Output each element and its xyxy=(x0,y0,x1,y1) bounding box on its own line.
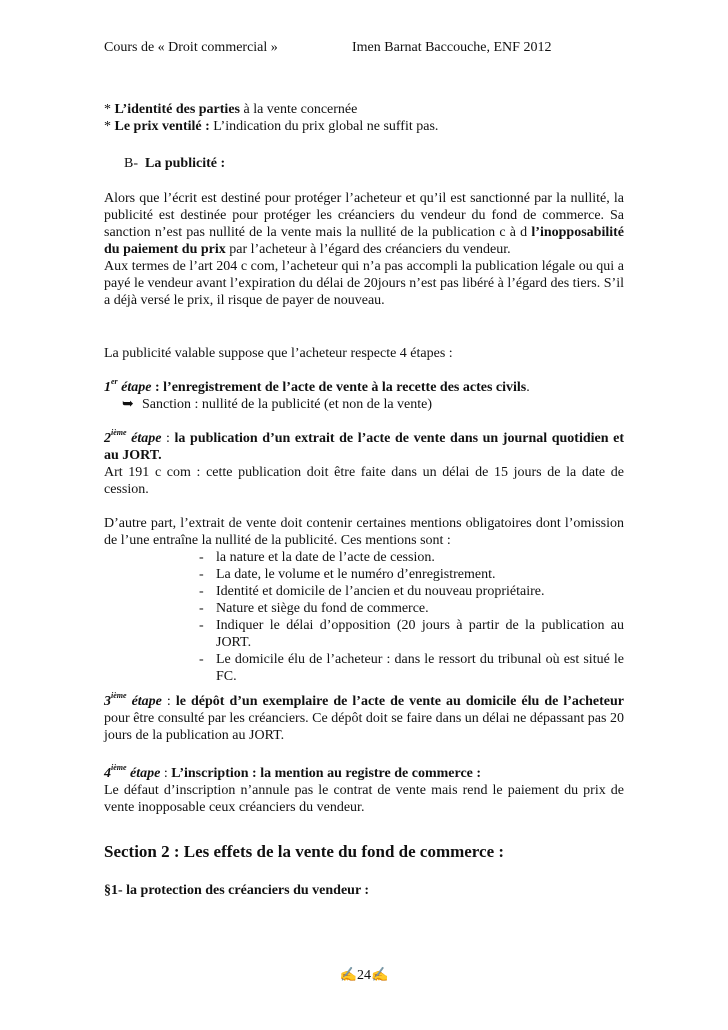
step-3-colon: : xyxy=(161,694,176,709)
list-item-text: Nature et siège du fond de commerce. xyxy=(216,601,429,616)
step-4-superscript: ième xyxy=(111,763,127,773)
step-2-article: Art 191 c com : cette publication doit être faite dans un délai de 15 jours de la date de cession. xyxy=(104,465,624,497)
list-item-text: Indiquer le délai d’opposition (20 jours à partir de la publication au JORT. xyxy=(216,618,624,650)
list-item-text: la nature et la date de l’acte de cession. xyxy=(216,550,435,565)
page-header xyxy=(104,40,624,56)
step-4 xyxy=(104,765,624,816)
intro-line-2 xyxy=(104,118,624,135)
step-2-title: la publication d’un extrait de l’acte de vente dans un journal quotidien et au JORT. xyxy=(104,431,624,463)
subheading-marker: B- xyxy=(124,156,138,171)
intro-bold-2: Le prix ventilé : xyxy=(114,119,210,134)
list-dash: - xyxy=(199,652,204,667)
list-item xyxy=(104,600,624,617)
list-item-text: Le domicile élu de l’acheteur : dans le ressort du tribunal où est situé le FC. xyxy=(216,652,624,684)
paragraph-mentions: D’autre part, l’extrait de vente doit contenir certaines mentions obligatoires dont l’omission de l’une entraîne la nullité de la publicité. Ces mentions sont : xyxy=(104,516,624,548)
para1-text-2: par l’acheteur à l’égard des créanciers du vendeur. xyxy=(225,242,511,257)
paragraph-etapes: La publicité valable suppose que l’acheteur respecte 4 étapes : xyxy=(104,346,453,361)
step-2-number: 2 xyxy=(104,431,111,446)
subheading-title: La publicité : xyxy=(145,156,226,171)
step-1-dot: . xyxy=(526,380,530,395)
step-1-heading xyxy=(104,379,624,396)
step-1-superscript: er xyxy=(111,377,118,387)
list-dash: - xyxy=(199,618,204,633)
step-4-label: étape xyxy=(126,766,161,781)
step-2 xyxy=(104,430,624,498)
para1-bold: l’inopposabilité du paiement du prix xyxy=(104,225,624,257)
intro-line-1 xyxy=(104,101,624,118)
page-footer xyxy=(0,967,728,984)
list-item xyxy=(104,566,624,583)
author-line: Imen Barnat Baccouche, ENF 2012 xyxy=(352,40,552,55)
page-number: 24 xyxy=(357,968,371,983)
list-item-text: La date, le volume et le numéro d’enregistrement. xyxy=(216,567,496,582)
list-item xyxy=(104,651,624,685)
step-3 xyxy=(104,693,624,744)
intro-text-2: L’indication du prix global ne suffit pas. xyxy=(209,119,439,134)
para1-text-1: Alors que l’écrit est destiné pour protéger l’acheteur et qu’il est sanctionné par la nullité, la publicité est destinée pour protéger les créanciers du vendeur du fond de commerce. Sa sanction n’est pas nullité de la vente mais la nullité de la publication c à d xyxy=(104,191,624,240)
intro-bold-1: L’identité des parties xyxy=(114,102,240,117)
step-1-label: étape xyxy=(117,380,152,395)
list-item xyxy=(104,549,624,566)
list-dash: - xyxy=(199,584,204,599)
step-1-title: : l’enregistrement de l’acte de vente à la recette des actes civils xyxy=(151,380,527,395)
step-3-superscript: ième xyxy=(111,691,127,701)
section-2-title: Section 2 : Les effets de la vente du fond de commerce : xyxy=(104,842,505,861)
step-3-title: le dépôt d’un exemplaire de l’acte de vente au domicile élu de l’acheteur xyxy=(175,694,624,709)
step-1 xyxy=(104,379,624,413)
subsection-1-text: §1- la protection des créanciers du vendeur : xyxy=(104,883,370,898)
list-dash: - xyxy=(199,567,204,582)
step-1-sanction xyxy=(104,396,624,413)
arrow-icon: ➥ xyxy=(122,397,134,412)
step-2-superscript: ième xyxy=(111,428,127,438)
subheading-b xyxy=(124,155,644,172)
list-dash: - xyxy=(199,550,204,565)
list-dash: - xyxy=(199,601,204,616)
mentions-list xyxy=(104,549,624,685)
list-item-text: Identité et domicile de l’ancien et du nouveau propriétaire. xyxy=(216,584,545,599)
step-4-number: 4 xyxy=(104,766,111,781)
step-1-sanction-text: Sanction : nullité de la publicité (et non de la vente) xyxy=(142,397,433,412)
bullet-star: * xyxy=(104,102,115,117)
list-item xyxy=(104,583,624,600)
step-4-text: Le défaut d’inscription n’annule pas le contrat de vente mais rend le paiement du prix de vente inopposable ceux créanciers du vendeur. xyxy=(104,783,624,815)
subsection-1-title xyxy=(104,882,624,899)
step-3-label: étape xyxy=(126,694,162,709)
step-4-title: L’inscription : la mention au registre de commerce : xyxy=(171,766,482,781)
step-3-text: pour être consulté par les créanciers. Ce dépôt doit se faire dans un délai ne dépassant pas 20 jours de la publication au JORT. xyxy=(104,711,624,743)
step-4-colon: : xyxy=(160,766,172,781)
step-1-number: 1 xyxy=(104,380,111,395)
intro-block xyxy=(104,101,624,135)
step-2-colon: : xyxy=(161,431,175,446)
paragraph-publicite xyxy=(104,190,624,309)
step-3-number: 3 xyxy=(104,694,111,709)
writing-hand-icon: ✍ xyxy=(339,968,357,983)
intro-text-1: à la vente concernée xyxy=(239,102,358,117)
course-title: Cours de « Droit commercial » xyxy=(104,40,278,55)
para1-text-3: Aux termes de l’art 204 c com, l’acheteur qui n’a pas accompli la publication légale ou qui a payé le vendeur avant l’expiration du délai de 20jours n’est pas libéré à l’égard des tiers. S’il a déjà versé le prix, il risque de payer de nouveau. xyxy=(104,259,624,308)
writing-hand-icon: ✍ xyxy=(371,968,389,983)
bullet-star: * xyxy=(104,119,115,134)
list-item xyxy=(104,617,624,651)
step-2-label: étape xyxy=(126,431,162,446)
